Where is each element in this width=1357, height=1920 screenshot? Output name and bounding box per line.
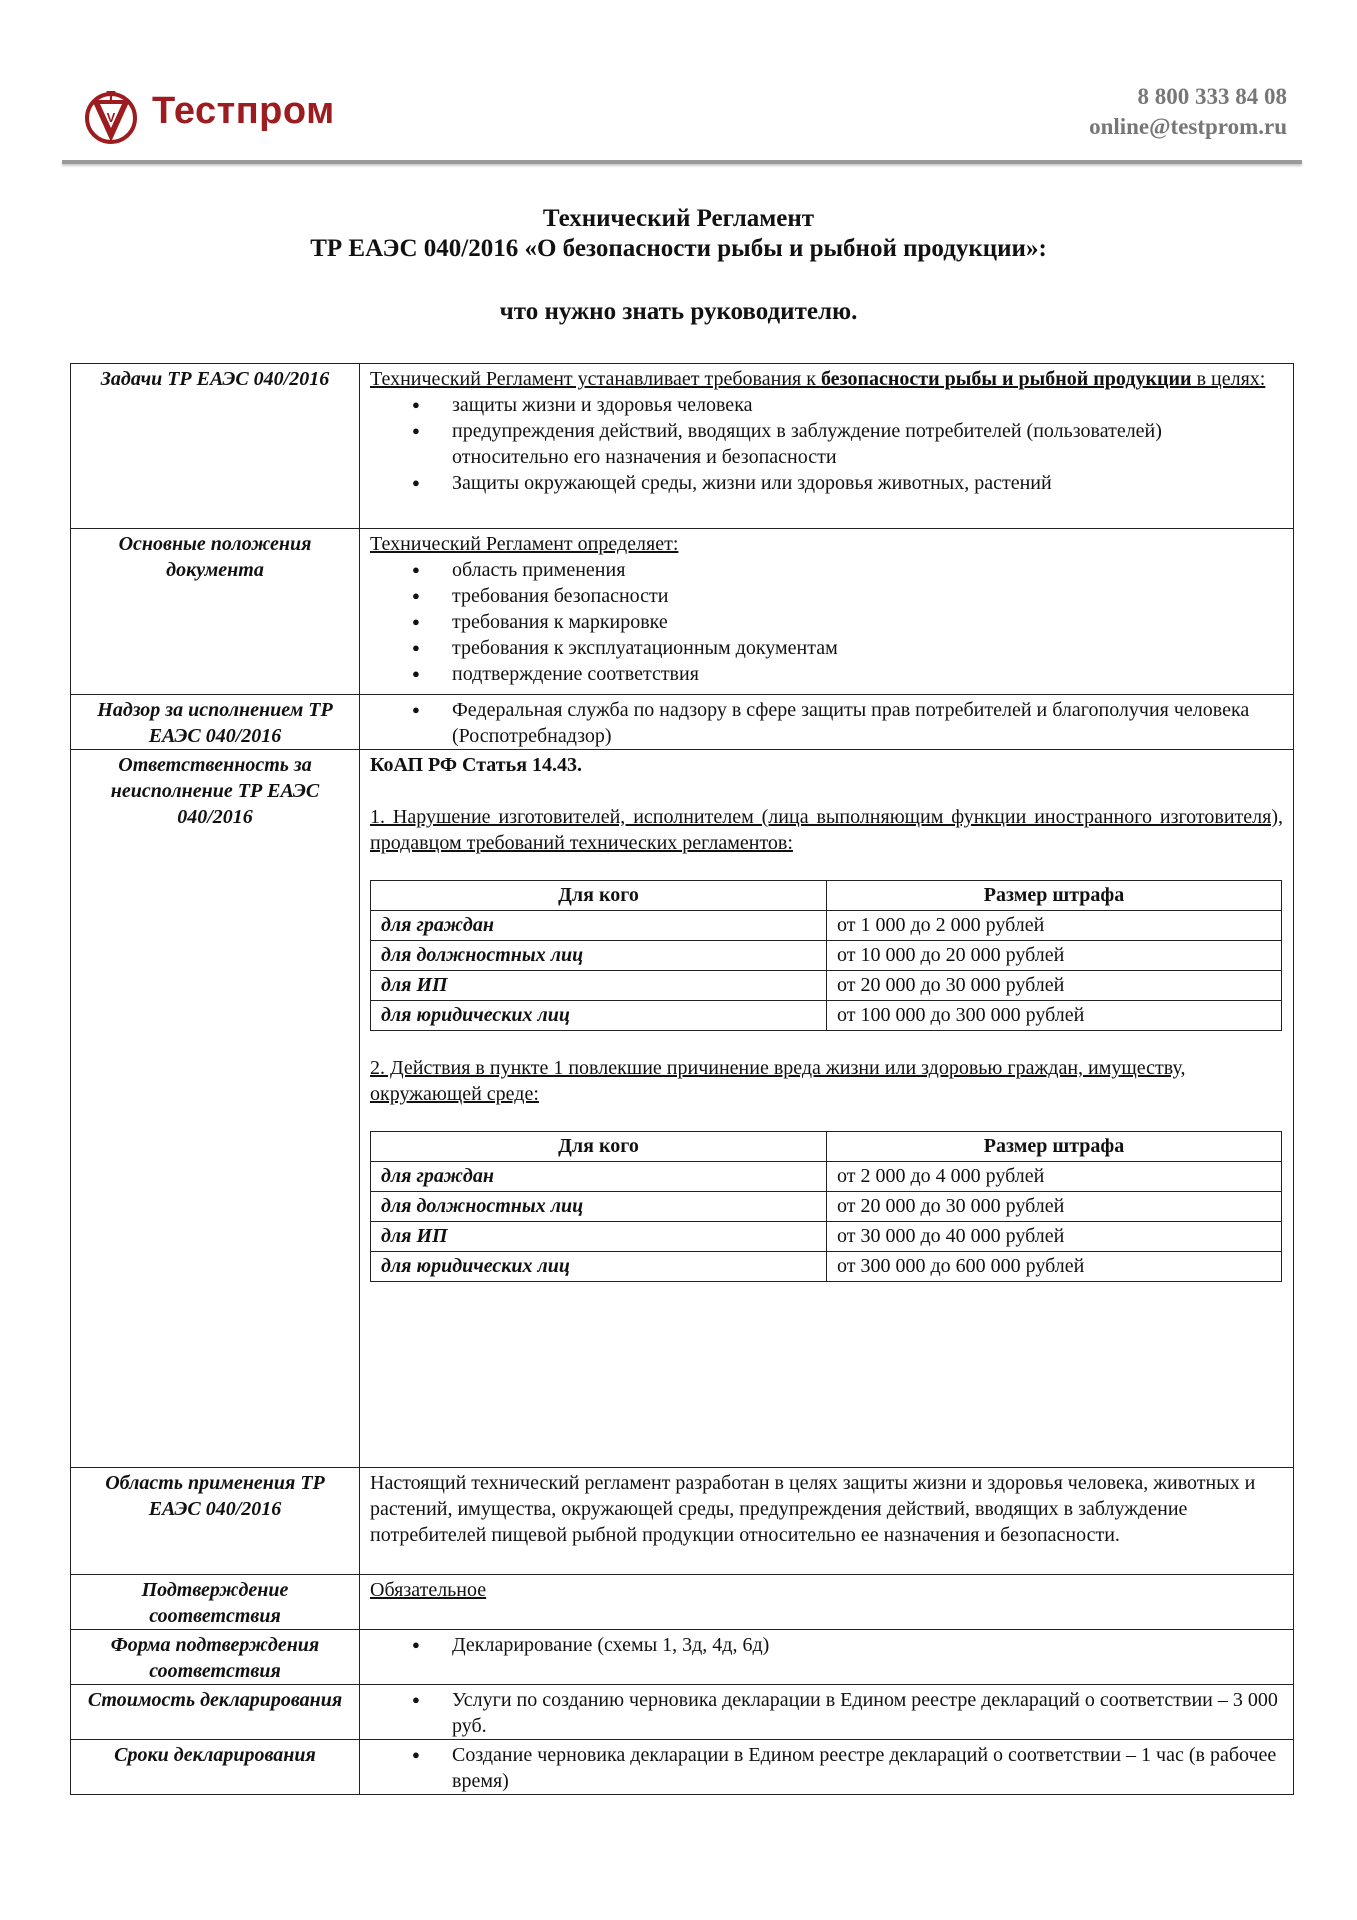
provisions-list bbox=[370, 557, 1283, 687]
table-row bbox=[371, 971, 1282, 1001]
header-divider bbox=[62, 160, 1302, 164]
doc-subtitle: что нужно знать руководителю. bbox=[499, 298, 858, 325]
table-row bbox=[371, 941, 1282, 971]
row-label-provisions: Основные положения документа bbox=[71, 529, 360, 695]
tasks-intro: Технический Регламент устанавливает требования к безопасности рыбы и рыбной продукции в целях: bbox=[370, 368, 1266, 390]
doc-title-line2: ТР ЕАЭС 040/2016 «О безопасности рыбы и рыбной продукции»: bbox=[310, 235, 1047, 262]
doc-title-line1: Технический Регламент bbox=[542, 205, 815, 232]
svg-text:V: V bbox=[106, 110, 116, 125]
fine-amount: от 30 000 до 40 000 рублей bbox=[827, 1222, 1282, 1252]
col-header-fine: Размер штрафа bbox=[827, 881, 1282, 911]
list-item: ● защиты жизни и здоровья человека bbox=[452, 392, 1283, 418]
row-confirmation bbox=[71, 1575, 1294, 1630]
provisions-intro: Технический Регламент определяет: bbox=[370, 533, 679, 555]
table-header-row bbox=[371, 881, 1282, 911]
row-label-terms: Сроки декларирования bbox=[71, 1740, 360, 1795]
fine-who: для ИП bbox=[371, 1222, 827, 1252]
row-content-terms bbox=[360, 1740, 1294, 1795]
brand-name: Тестпром bbox=[152, 90, 335, 132]
violation-paragraph-1: 1. Нарушение изготовителей, исполнителем (лица выполняющим функции иностранного изготовителя), продавцом требований технических регламентов: bbox=[370, 806, 1283, 854]
table-row bbox=[371, 1192, 1282, 1222]
row-label-liability: Ответственность за неисполнение ТР ЕАЭС 040/2016 bbox=[71, 750, 360, 1468]
list-item: ● предупреждения действий, вводящих в заблуждение потребителей (пользователей) относительно его назначения и безопасности bbox=[452, 418, 1283, 470]
row-content-supervision bbox=[360, 695, 1294, 750]
list-item: ● Защиты окружающей среды, жизни или здоровья животных, растений bbox=[452, 470, 1283, 496]
table-row bbox=[371, 1252, 1282, 1282]
row-scope bbox=[71, 1468, 1294, 1575]
fine-who: для граждан bbox=[371, 1162, 827, 1192]
phone-number[interactable]: 8 800 333 84 08 bbox=[1137, 84, 1287, 109]
row-cost bbox=[71, 1685, 1294, 1740]
fine-amount: от 10 000 до 20 000 рублей bbox=[827, 941, 1282, 971]
cost-list bbox=[370, 1687, 1283, 1739]
fines-table-2 bbox=[370, 1131, 1282, 1282]
fine-who: для юридических лиц bbox=[371, 1252, 827, 1282]
row-label-form: Форма подтверждения соответствия bbox=[71, 1630, 360, 1685]
email-address[interactable]: online@testprom.ru bbox=[1089, 114, 1287, 139]
list-item: ● требования к маркировке bbox=[452, 609, 1283, 635]
row-terms bbox=[71, 1740, 1294, 1795]
page-header bbox=[62, 72, 1307, 167]
tasks-list bbox=[370, 392, 1283, 496]
list-item: ● область применения bbox=[452, 557, 1283, 583]
fine-who: для должностных лиц bbox=[371, 941, 827, 971]
company-logo bbox=[82, 82, 402, 157]
row-content-confirmation bbox=[360, 1575, 1294, 1630]
col-header-who: Для кого bbox=[371, 881, 827, 911]
row-label-tasks: Задачи ТР ЕАЭС 040/2016 bbox=[71, 364, 360, 529]
row-liability bbox=[71, 750, 1294, 1468]
row-content-liability bbox=[360, 750, 1294, 1468]
fine-amount: от 300 000 до 600 000 рублей bbox=[827, 1252, 1282, 1282]
fine-who: для ИП bbox=[371, 971, 827, 1001]
row-form bbox=[71, 1630, 1294, 1685]
row-provisions bbox=[71, 529, 1294, 695]
row-label-cost: Стоимость декларирования bbox=[71, 1685, 360, 1740]
fine-amount: от 2 000 до 4 000 рублей bbox=[827, 1162, 1282, 1192]
terms-list bbox=[370, 1742, 1283, 1794]
list-item: ● Федеральная служба по надзору в сфере защиты прав потребителей и благополучия человека (Роспотребнадзор) bbox=[452, 697, 1283, 749]
regulation-table bbox=[70, 363, 1294, 1795]
row-label-confirmation: Подтверждение соответствия bbox=[71, 1575, 360, 1630]
table-row bbox=[371, 1162, 1282, 1192]
violation-paragraph-2: 2. Действия в пункте 1 повлекшие причинение вреда жизни или здоровью граждан, имуществу, окружающей среде: bbox=[370, 1057, 1186, 1105]
testprom-emblem-icon bbox=[82, 82, 142, 154]
fines-table-1 bbox=[370, 880, 1282, 1031]
fine-amount: от 100 000 до 300 000 рублей bbox=[827, 1001, 1282, 1031]
confirmation-value: Обязательное bbox=[370, 1579, 487, 1601]
svg-text:T: T bbox=[106, 88, 116, 105]
list-item: ● требования безопасности bbox=[452, 583, 1283, 609]
list-item: ● требования к эксплуатационным документам bbox=[452, 635, 1283, 661]
supervision-list bbox=[370, 697, 1283, 749]
list-item: ● Декларирование (схемы 1, 3д, 4д, 6д) bbox=[452, 1632, 1283, 1658]
row-content-provisions bbox=[360, 529, 1294, 695]
col-header-fine: Размер штрафа bbox=[827, 1132, 1282, 1162]
fine-amount: от 20 000 до 30 000 рублей bbox=[827, 1192, 1282, 1222]
fine-who: для должностных лиц bbox=[371, 1192, 827, 1222]
row-content-form bbox=[360, 1630, 1294, 1685]
row-content-scope: Настоящий технический регламент разработан в целях защиты жизни и здоровья человека, животных и растений, имущества, окружающей среды, предупреждения действий, вводящих в заблуждение потребителей пищевой рыбной продукции относительно ее назначения и безопасности. bbox=[360, 1468, 1294, 1575]
row-label-scope: Область применения ТР ЕАЭС 040/2016 bbox=[71, 1468, 360, 1575]
row-tasks bbox=[71, 364, 1294, 529]
contacts-block bbox=[1089, 82, 1287, 142]
fine-who: для граждан bbox=[371, 911, 827, 941]
table-row bbox=[371, 911, 1282, 941]
fine-who: для юридических лиц bbox=[371, 1001, 827, 1031]
table-row bbox=[371, 1001, 1282, 1031]
col-header-who: Для кого bbox=[371, 1132, 827, 1162]
fine-amount: от 1 000 до 2 000 рублей bbox=[827, 911, 1282, 941]
list-item: ● Создание черновика декларации в Едином реестре деклараций о соответствии – 1 час (в рабочее время) bbox=[452, 1742, 1283, 1794]
list-item: ● Услуги по созданию черновика декларации в Едином реестре деклараций о соответствии – 3 000 руб. bbox=[452, 1687, 1283, 1739]
table-header-row bbox=[371, 1132, 1282, 1162]
list-item: ● подтверждение соответствия bbox=[452, 661, 1283, 687]
form-list bbox=[370, 1632, 1283, 1658]
table-row bbox=[371, 1222, 1282, 1252]
row-label-supervision: Надзор за исполнением ТР ЕАЭС 040/2016 bbox=[71, 695, 360, 750]
koap-article: КоАП РФ Статья 14.43. bbox=[370, 754, 583, 776]
row-supervision bbox=[71, 695, 1294, 750]
row-content-cost bbox=[360, 1685, 1294, 1740]
row-content-tasks bbox=[360, 364, 1294, 529]
fine-amount: от 20 000 до 30 000 рублей bbox=[827, 971, 1282, 1001]
